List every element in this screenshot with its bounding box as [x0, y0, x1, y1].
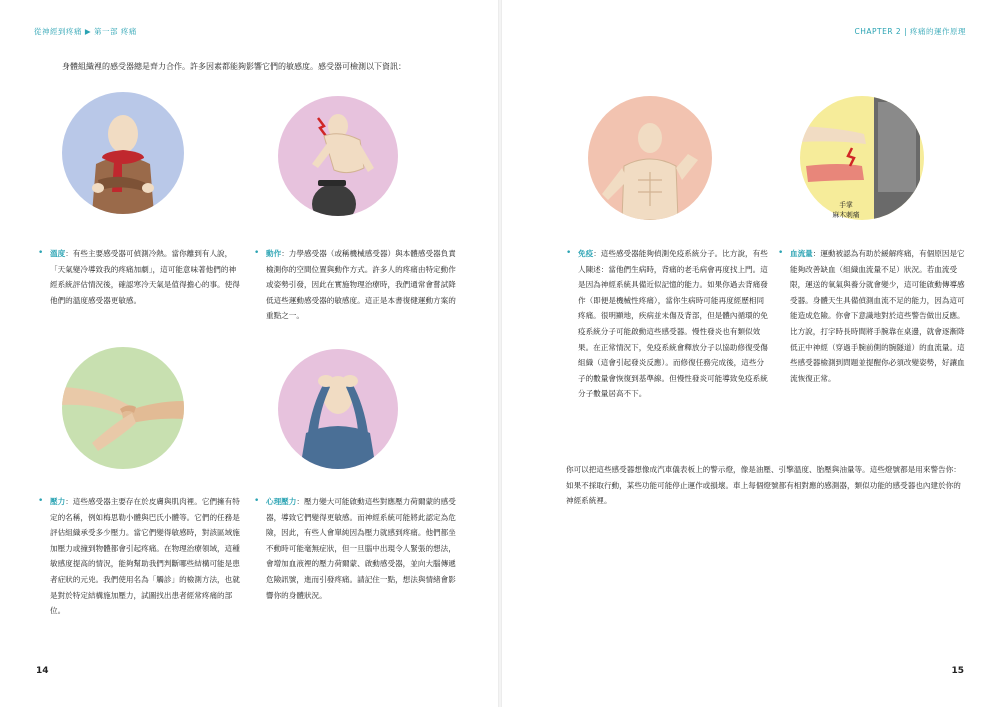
bullet-icon: • [566, 248, 572, 258]
item-temperature [38, 246, 240, 308]
intro-paragraph: 身體組織裡的感受器總是齊力合作。許多因素都能夠影響它們的敏感度。感受器可檢測以下資訊： [62, 62, 406, 71]
term-label: 血流量 [790, 249, 813, 258]
massaging-hands-icon [62, 347, 184, 469]
item-stress [254, 494, 456, 603]
item-pressure [38, 494, 240, 619]
page-number-left: 14 [36, 666, 49, 676]
muscular-torso-icon [588, 96, 712, 220]
closing-paragraph: 你可以把這些感受器想像成汽車儀表板上的警示燈，像是油壓、引擎溫度、胎壓與油量等。這些燈號都是用來警告你：如果不採取行動，某些功能可能停止運作或損壞。車上每個燈號都有相對應的感測器，類似功能的感受器也內建於你的神經系統裡。 [566, 465, 961, 506]
numbness-label: 手掌 麻木刺痛 [832, 201, 860, 219]
cold-person-icon [62, 92, 184, 214]
stressed-person-icon [278, 349, 398, 469]
term-label: 動作 [266, 249, 282, 258]
item-text: ：壓力變大可能啟動這些對應壓力荷爾蒙的感受器，導致它們變得更敏感。而神經系統可能將此認定為危險，因此，有些人會單純因為壓力就感到疼痛。他們都坐不動時可能毫無症狀，但一旦腦中出現令人緊張的想法，會增加血液裡的壓力荷爾蒙、啟動感受器，並向大腦傳遞危險訊號，進而引發疼痛。請記住一點，想法與情緒會影響你的身體狀況。 [266, 497, 456, 600]
term-label: 溫度 [50, 249, 66, 258]
immune-illustration [588, 96, 712, 220]
item-text: ：這些感受器主要存在於皮膚與肌肉裡。它們擁有特定的名稱，例如梅思勒小體與巴氏小體等。它們的任務是評估組織承受多少壓力。當它們變得敏感時，對該區域施加壓力或撞到物體都會引起疼痛。在物理治療領域，這種敏感度提高的情況，能夠幫助我們判斷哪些結構可能是患者症狀的元兇。我們使用名為「觸診」的檢測方法，也就是對於特定結構施加壓力，試圖找出患者經常疼痛的部位。 [50, 497, 240, 616]
page-number-right: 15 [951, 666, 964, 676]
lifting-person-icon [278, 96, 398, 216]
item-text: ：運動被認為有助於緩解疼痛，有個原因是它能夠改善缺血（組織血流量不足）狀況。若血流受限，運送的氧氣與養分就會變少，這可能啟動傳導感受器。身體天生具備偵測血流不足的能力，因為這可能造成危險。你會下意識地對於這些警告做出反應。比方說，打字時長時間將手腕靠在桌邊，就會逐漸降低正中神經（穿過手腕前側的腕隧道）的血流量。這些感受器檢測到問題並提醒你必須改變姿勢，好讓血流恢復正常。 [790, 249, 965, 383]
motion-illustration [278, 96, 398, 216]
bullet-icon: • [38, 248, 44, 258]
term-label: 壓力 [50, 497, 66, 506]
item-blood-flow [778, 246, 970, 386]
item-immune [566, 246, 768, 402]
temperature-illustration [62, 92, 184, 214]
stress-illustration [278, 349, 398, 469]
bullet-icon: • [778, 248, 784, 258]
running-header-right: CHAPTER 2 | 疼痛的運作原理 [854, 27, 966, 36]
term-label: 免疫 [578, 249, 594, 258]
book-spine [498, 0, 502, 707]
bullet-icon: • [38, 496, 44, 506]
pressure-illustration [62, 347, 184, 469]
item-motion [254, 246, 456, 324]
item-text: ：有些主要感受器可偵測冷熱。當你離到有人說，「天氣變冷導致我的疼痛加劇」，這可能意味著他們的神經系統評估情況後，確認寒冷天氣是值得擔心的事。使得他們的溫度感受器更敏感。 [50, 249, 240, 305]
item-text: ：這些感受器能夠偵測免疫系統分子。比方說，有些人陳述：當他們生病時，背痛的老毛病會再度找上門。這是因為神經系統具備近似記憶的能力。如果你過去背痛發作（即便是機械性疼痛），當你生病時可能再度經歷相同疼痛。很明顯地，疾病並未傷及背部，但是體內循環的免疫系統分子可能啟動這些感受器。慢性發炎也有類似效果。在正常情況下，免疫系統會釋放分子以協助修復受傷組織（這會引起發炎反應）。而修復任務完成後，這些分子的數量會恢復到基準線。但慢性發炎可能導致免疫系統分子數量居高不下。 [578, 249, 768, 399]
bullet-icon: • [254, 496, 260, 506]
term-label: 心理壓力 [266, 497, 297, 506]
running-header-left: 從神經到疼痛 ▶ 第一部 疼痛 [34, 27, 137, 36]
bullet-icon: • [254, 248, 260, 258]
item-text: ：力學感受器（或稱機械感受器）與本體感受器負責檢測你的空間位置與動作方式。許多人的疼痛由特定動作或姿勢引發，因此在實施物理治療時，我們通常會嘗試降低這些運動感受器的敏感度。這正是本書復健運動方案的重點之一。 [266, 249, 456, 321]
